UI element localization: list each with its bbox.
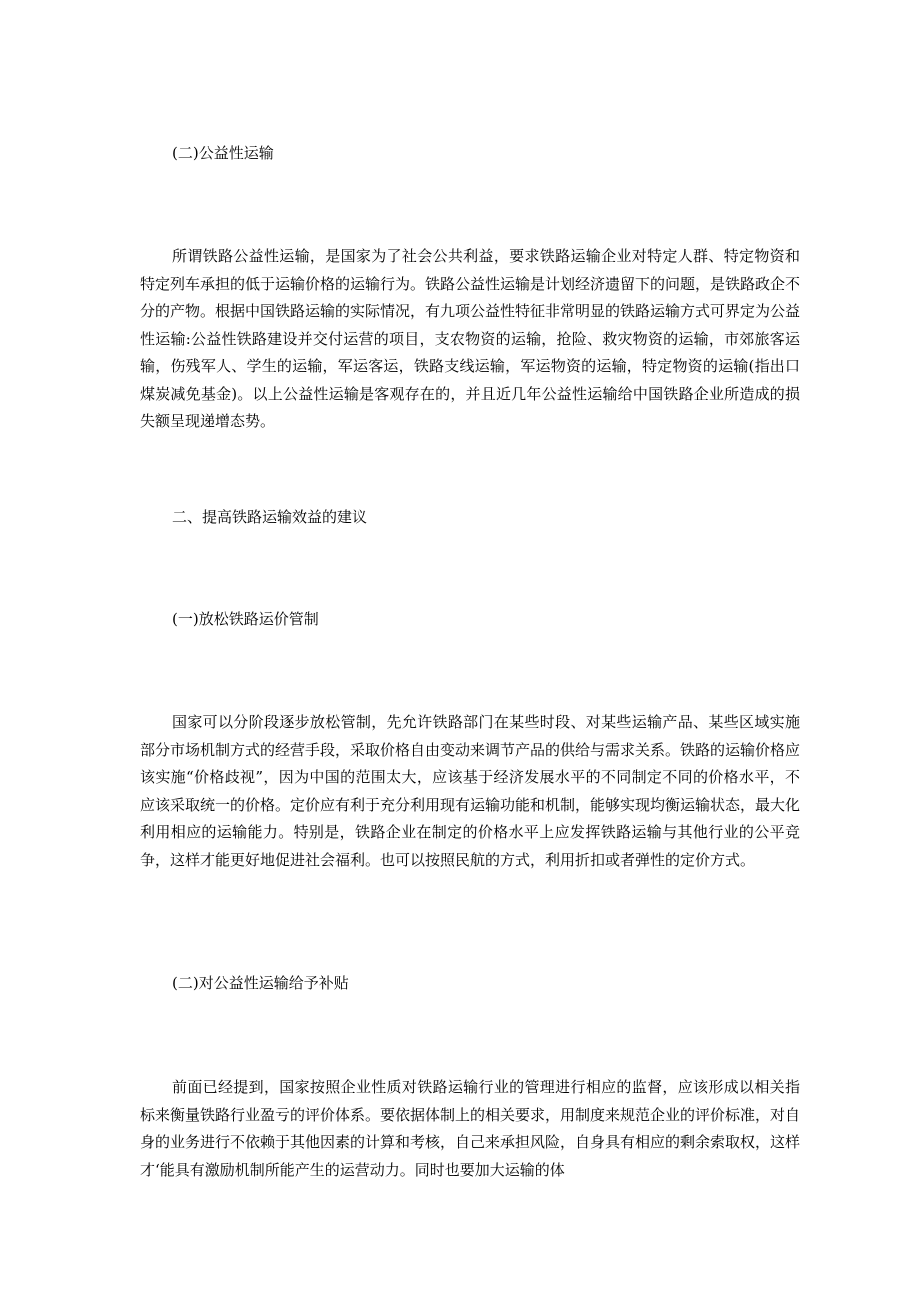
section-heading-price-deregulation: (一)放松铁路运价管制 — [172, 610, 319, 628]
paragraph-public-transport: 所谓铁路公益性运输，是国家为了社会公共利益，要求铁路运输企业对特定人群、特定物资和特定列车承担的低于运输价格的运输行为。铁路公益性运输是计划经济遗留下的问题，是铁路政企不分的产物。根据中国铁路运输的实际情况，有九项公益性特征非常明显的铁路运输方式可界定为公益性运输:公益性铁路建设并交付运营的项目，支农物资的运输，抢险、救灾物资的运输，市郊旅客运输，伤残军人、学生的运输，军运客运，铁路支线运输，军运物资的运输，特定物资的运输(指出口煤炭减免基金)。以上公益性运输是客观存在的，并且近几年公益性运输给中国铁路企业所造成的损失额呈现递增态势。 — [140, 247, 801, 430]
paragraph-subsidy: 前面已经提到，国家按照企业性质对铁路运输行业的管理进行相应的监督，应该形成以相关指标来衡量铁路行业盈亏的评价体系。要依据体制上的相关要求，用制度来规范企业的评价标准，对自身的业务进行不依赖于其他因素的计算和考核，自己来承担风险，自身具有相应的剩余索取权，这样才‘能具有激励机制所能产生的运营动力。同时也要加大运输的体 — [140, 1078, 801, 1179]
paragraph-price-deregulation: 国家可以分阶段逐步放松管制，先允许铁路部门在某些时段、对某些运输产品、某些区域实施部分市场机制方式的经营手段，采取价格自由变动来调节产品的供给与需求关系。铁路的运输价格应该实施“价格歧视”，因为中国的范围太大，应该基于经济发展水平的不同制定不同的价格水平，不应该采取统一的价格。定价应有利于充分利用现有运输功能和机制，能够实现均衡运输状态，最大化利用相应的运输能力。特别是，铁路企业在制定的价格水平上应发挥铁路运输与其他行业的公平竞争，这样才能更好地促进社会福利。也可以按照民航的方式，利用折扣或者弹性的定价方式。 — [140, 713, 801, 869]
section-heading-suggestions: 二、提高铁路运输效益的建议 — [172, 508, 368, 526]
section-heading-subsidy: (二)对公益性运输给予补贴 — [172, 974, 349, 992]
section-heading-public-transport: (二)公益性运输 — [172, 144, 274, 162]
